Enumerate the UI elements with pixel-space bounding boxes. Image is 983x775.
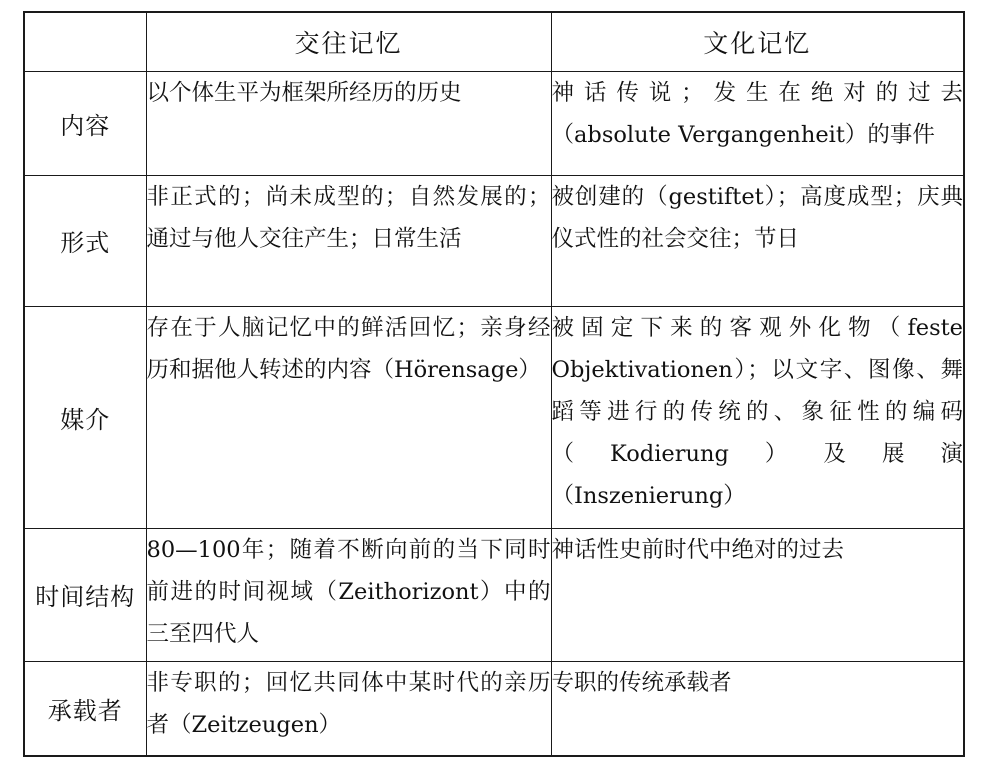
row-label-media: 媒介	[24, 306, 146, 528]
cell-communicative-form	[146, 175, 551, 306]
header-corner-cell	[24, 12, 146, 71]
row-label-bearer: 承载者	[24, 661, 146, 756]
cell-communicative-time-structure	[146, 528, 551, 661]
cell-text: 被固定下来的客观外化物（feste Objektivationen）；以文字、图像、舞蹈等进行的传统的、象征性的编码（Kodierung）及展演（Inszenierung）	[551, 314, 963, 509]
memory-comparison-table	[23, 11, 965, 757]
cell-text: 神话性史前时代中绝对的过去	[551, 536, 845, 563]
cell-cultural-media	[551, 306, 964, 528]
cell-text: 存在于人脑记忆中的鲜活回忆；亲身经历和据他人转述的内容（Hörensage）	[146, 314, 551, 383]
row-label-time-structure: 时间结构	[24, 528, 146, 661]
cell-communicative-content	[146, 71, 551, 175]
header-cultural-memory: 文化记忆	[551, 12, 964, 71]
cell-cultural-form	[551, 175, 964, 306]
cell-text: 非专职的；回忆共同体中某时代的亲历者（Zeitzeugen）	[146, 669, 551, 738]
table-header-row	[24, 12, 964, 71]
row-label-form: 形式	[24, 175, 146, 306]
cell-text: 神话传说；发生在绝对的过去（absolute Vergangenheit）的事件	[551, 79, 963, 148]
table-row-content	[24, 71, 964, 175]
cell-text: 以个体生平为框架所经历的历史	[146, 79, 462, 106]
cell-text: 被创建的（gestiftet）；高度成型；庆典仪式性的社会交往；节日	[551, 183, 963, 252]
cell-communicative-media	[146, 306, 551, 528]
row-label-content: 内容	[24, 71, 146, 175]
table-row-time-structure	[24, 528, 964, 661]
cell-text: 专职的传统承载者	[551, 669, 732, 696]
table-row-form	[24, 175, 964, 306]
cell-text: 非正式的；尚未成型的；自然发展的；通过与他人交往产生；日常生活	[146, 183, 551, 252]
cell-cultural-bearer	[551, 661, 964, 756]
table-row-media	[24, 306, 964, 528]
cell-communicative-bearer	[146, 661, 551, 756]
header-communicative-memory: 交往记忆	[146, 12, 551, 71]
table-row-bearer	[24, 661, 964, 756]
cell-text: 80—100年；随着不断向前的当下同时前进的时间视域（Zeithorizont）中的三至四代人	[146, 536, 551, 647]
cell-cultural-content	[551, 71, 964, 175]
cell-cultural-time-structure	[551, 528, 964, 661]
